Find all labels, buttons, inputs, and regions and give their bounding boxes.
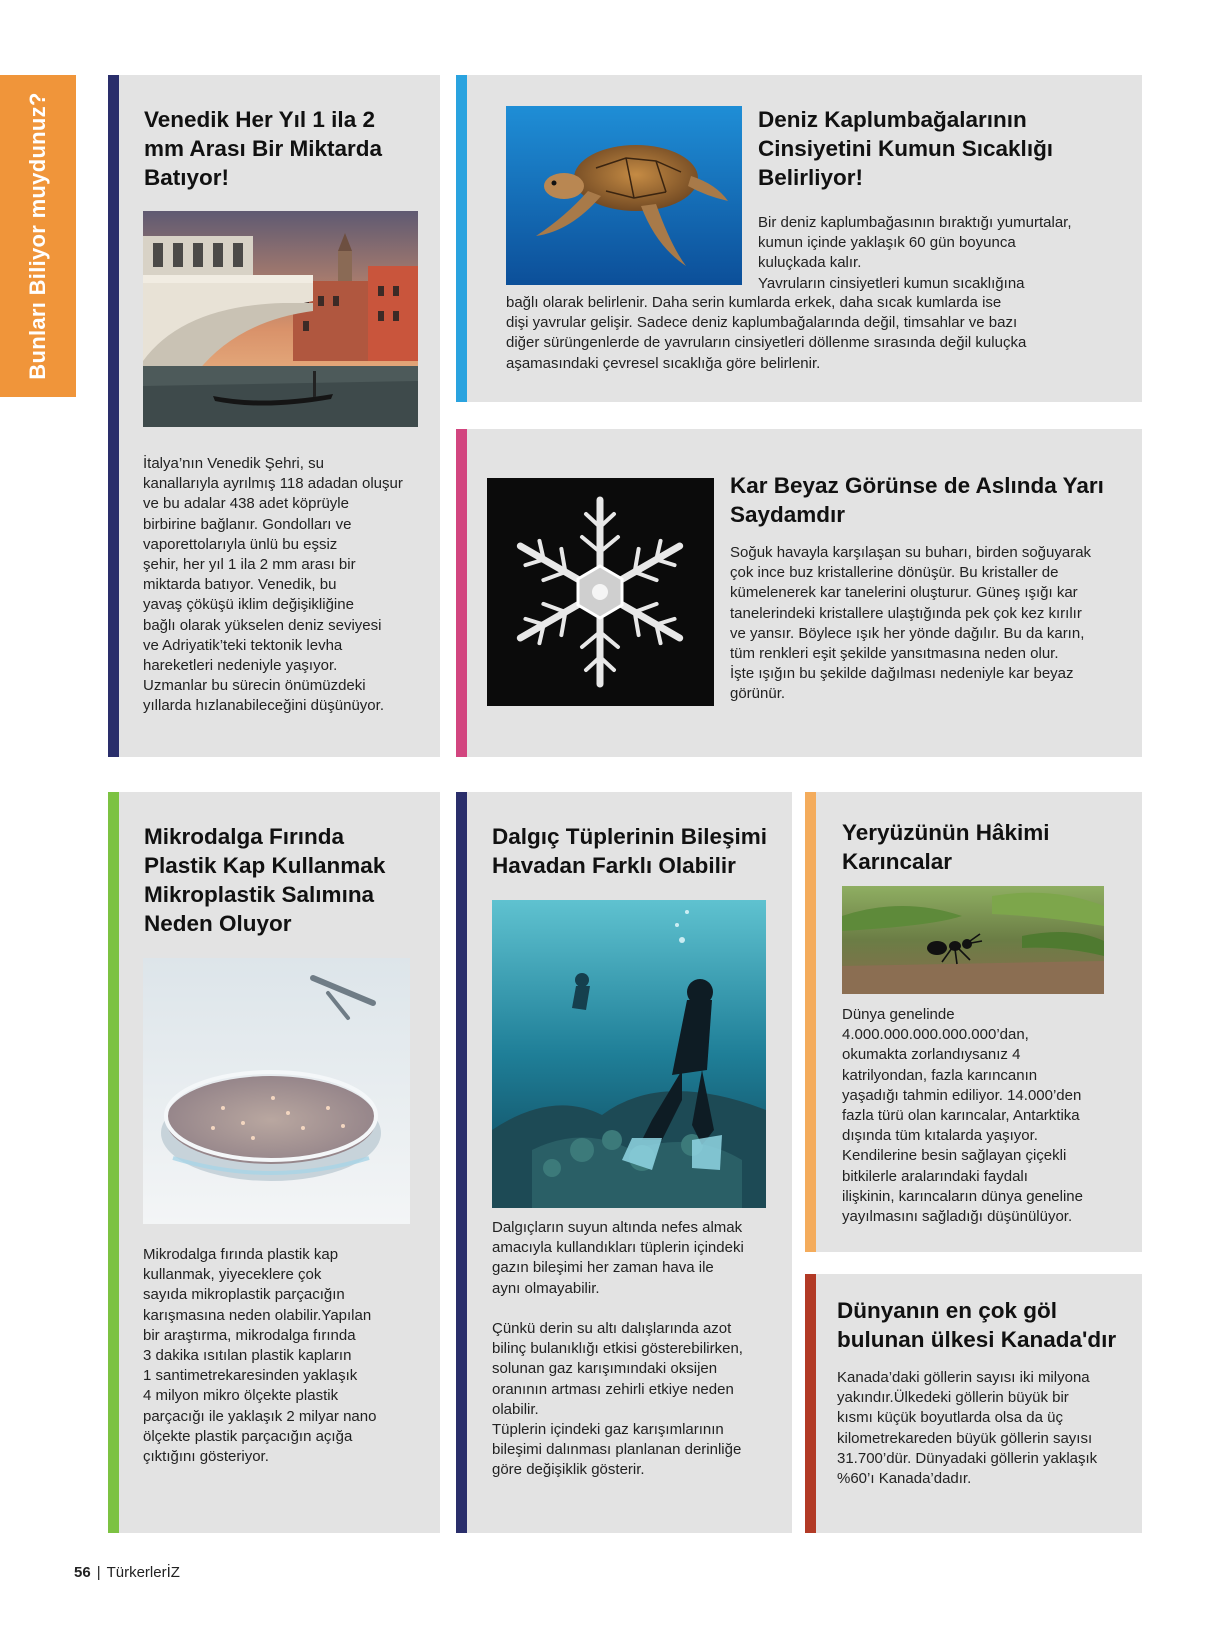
article-body: İtalya’nın Venedik Şehri, su kanallarıyla ayrılmış 118 adadan oluşur ve bu adalar 438 adet köprüyle birbirine bağlanır. Gondolları ve vaporettolarıyla ünlü bu eşsiz şehir, her yıl 1 ila 2 mm arası bir miktarda batıyor. Venedik, bu yavaş çöküşü iklim değişikliğine bağlı olarak yükselen deniz seviyesi ve Adriyatik’teki tektonik levha hareketleri nedeniyle yaşıyor. Uzmanlar bu sürecin önümüzdeki yıllarda hızlanabileceğini düşünüyor. — [143, 455, 403, 715]
article-title: Kar Beyaz Görünse de Aslında Yarı Saydamdır — [730, 473, 1104, 527]
article-body: Dünya genelinde 4.000.000.000.000.000’dan, okumakta zorlandıysanız 4 katrilyondan, fazla karıncanın yaşadığı tahmin ediliyor. 14.000’den fazla türü olan karıncalar, Antarktika dışında tüm kıtalarda yaşıyor. Kendilerine besin sağlayan çiçekli bitkilerle aralarındaki faydalı ilişkinin, karıncaların dünya geneline yayılmasını sağladığı düşünülüyor. — [842, 1006, 1083, 1226]
article-ants — [805, 792, 1142, 1252]
section-tab-label: Bunları Biliyor muydunuz? — [25, 92, 50, 380]
accent-bar — [456, 75, 467, 402]
article-title: Deniz Kaplumbağalarının Cinsiyetini Kumun Sıcaklığı Belirliyor! — [758, 107, 1054, 190]
accent-bar — [108, 792, 119, 1533]
article-title: Mikrodalga Fırında Plastik Kap Kullanmak Mikroplastik Salımına Neden Oluyor — [144, 824, 386, 936]
article-title: Yeryüzünün Hâkimi Karıncalar — [842, 820, 1050, 874]
page-footer — [74, 1564, 180, 1581]
footer-separator: | — [96, 1564, 101, 1581]
article-title: Dünyanın en çok göl bulunan ülkesi Kanada'dır — [837, 1298, 1117, 1352]
article-body: Mikrodalga fırında plastik kap kullanmak, yiyeceklere çok sayıda mikroplastik parçacığın karışmasına neden olabilir.Yapılan bir araştırma, mikrodalga fırında 3 dakika ısıtılan plastik kapların 1 santimetrekaresinden yaklaşık 4 milyon mikro ölçekte plastik parçacığı ile yaklaşık 2 milyar nano ölçekte plastik parçacığın açığa çıktığını gösteriyor. — [143, 1246, 377, 1466]
accent-bar — [456, 429, 467, 757]
magazine-name: TürkerlerİZ — [106, 1564, 180, 1581]
article-lakes — [805, 1274, 1142, 1533]
accent-bar — [805, 792, 816, 1252]
petri-dish-microplastics-photo — [143, 958, 410, 1224]
article-body-top: Bir deniz kaplumbağasının bıraktığı yumurtalar, kumun içinde yaklaşık 60 gün boyunca kuluçkada kalır. Yavruların cinsiyetleri kumun sıcaklığına — [758, 214, 1072, 292]
article-diving — [456, 792, 792, 1533]
article-title: Dalgıç Tüplerinin Bileşimi Havadan Farklı Olabilir — [492, 824, 768, 878]
article-title: Venedik Her Yıl 1 ila 2 mm Arası Bir Miktarda Batıyor! — [144, 107, 382, 190]
article-venice — [108, 75, 440, 757]
section-side-tab — [0, 75, 76, 397]
sea-turtle-photo — [506, 106, 742, 285]
article-body: Dalgıçların suyun altında nefes almak amacıyla kullandıkları tüplerin içindeki gazın bileşimi her zaman hava ile aynı olmayabilir. Çünkü derin su altı dalışlarında azot bilinç bulanıklığı etkisi gösterebilirken, solunan gaz karışımındaki oksijen oranının artması zehirli etkiye neden olabilir. Tüplerin içindeki gaz karışımlarının bileşimi dalınması planlanan derinliğe göre değişiklik gösterir. — [492, 1219, 744, 1479]
article-turtle — [456, 75, 1142, 402]
accent-bar — [108, 75, 119, 757]
article-body-bottom: bağlı olarak belirlenir. Daha serin kumlarda erkek, daha sıcak kumlarda ise dişi yavrular gelişir. Sadece deniz kaplumbağalarında değil, timsahlar ve bazı diğer sürüngenlerde de yavruların cinsiyetleri döllenme sırasında değil kuluçka aşamasındaki çevresel sıcaklığa göre belirlenir. — [506, 294, 1027, 372]
accent-bar — [805, 1274, 816, 1533]
article-body: Soğuk havayla karşılaşan su buharı, birden soğuyarak çok ince buz kristallerine dönüşür. Bu kristaller de kümelenerek kar tanelerini oluşturur. Güneş ışığı kar tanelerindeki kristallere ulaştığında pek çok kez kırılır ve yansır. Böylece ışık her yönde dağılır. Bu da karın, tüm renkleri eşit şekilde yansıtmasına neden olur. İşte ışığın bu şekilde dağılması nedeniyle kar beyaz görünür. — [730, 544, 1092, 703]
article-microwave — [108, 792, 440, 1533]
article-body: Kanada’daki göllerin sayısı iki milyona yakındır.Ülkedeki göllerin büyük bir kısmı küçük boyutlarda olsa da üç kilometrekareden büyük göllerin sayısı 31.700’dür. Dünyadaki göllerin yaklaşık %60’ı Kanada’dadır. — [837, 1369, 1098, 1488]
page-number: 56 — [74, 1564, 91, 1581]
accent-bar — [456, 792, 467, 1533]
venice-rialto-bridge-photo — [143, 211, 418, 427]
article-snow — [456, 429, 1142, 757]
scuba-diver-photo — [492, 900, 766, 1208]
snowflake-crystal-photo — [487, 478, 714, 706]
ant-on-ground-photo — [842, 886, 1104, 994]
